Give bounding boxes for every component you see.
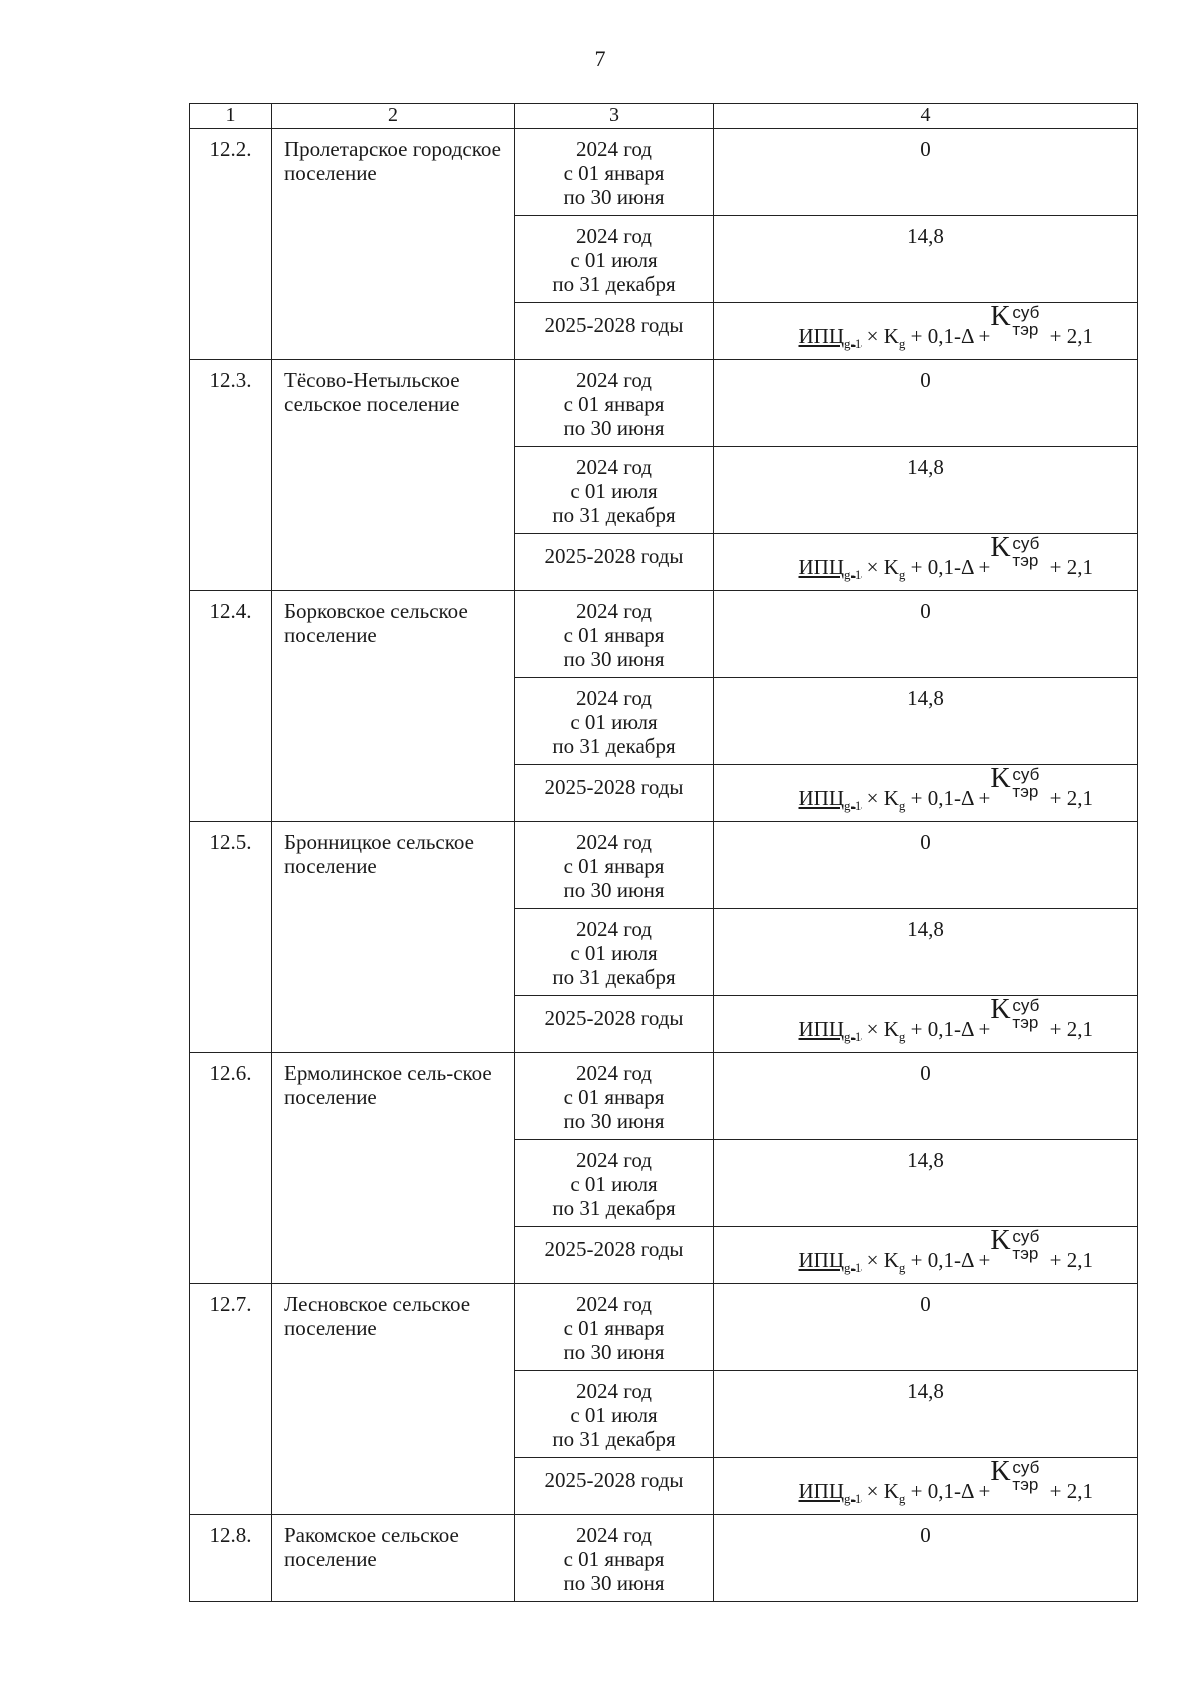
row-number: 12.4. — [190, 591, 272, 822]
tariff-formula: $ИПЦ_{g-1} \times K_g + 0,1-\Delta$ + K суб тэр + 2,1 — [798, 763, 1093, 813]
period-line: с 01 января — [563, 623, 665, 647]
value-cell: 0 — [714, 1284, 1138, 1371]
settlement-name: Пролетарское городское поселение — [272, 129, 515, 360]
period-line: 2024 год — [576, 1148, 652, 1172]
period-line: 2024 год — [576, 830, 652, 854]
settlement-name: Борковское сельское поселение — [272, 591, 515, 822]
period-line: по 31 декабря — [552, 1196, 676, 1220]
period-line: 2024 год — [576, 455, 652, 479]
value-cell: 14,8 — [714, 1140, 1138, 1227]
value-cell: 0 — [714, 1053, 1138, 1140]
formula-cell — [714, 303, 1138, 360]
row-number: 12.5. — [190, 822, 272, 1053]
period-line: по 31 декабря — [552, 503, 676, 527]
tariff-formula: $ИПЦ_{g-1} \times K_g + 0,1-\Delta$ + K суб тэр + 2,1 — [798, 1225, 1093, 1275]
period-line: по 30 июня — [563, 878, 665, 902]
period-line: с 01 июля — [570, 1172, 658, 1196]
tariff-table — [189, 103, 1138, 1602]
period-cell — [515, 822, 714, 909]
header-col-1: 1 — [190, 104, 272, 129]
row-number: 12.6. — [190, 1053, 272, 1284]
value-cell: 14,8 — [714, 678, 1138, 765]
page-number: 7 — [594, 46, 606, 71]
row-number: 12.2. — [190, 129, 272, 360]
value-cell: 0 — [714, 1515, 1138, 1602]
value-cell: 14,8 — [714, 909, 1138, 996]
tariff-formula: $ИПЦ_{g-1} \times K_g + 0,1-\Delta$ + K суб тэр + 2,1 — [798, 994, 1093, 1044]
period-line: по 30 июня — [563, 1109, 665, 1133]
tariff-formula: $ИПЦ_{g-1} \times K_g + 0,1-\Delta$ + K суб тэр + 2,1 — [798, 1456, 1093, 1506]
settlement-name: Лесновское сельское поселение — [272, 1284, 515, 1515]
period-cell — [515, 1053, 714, 1140]
formula-cell — [714, 534, 1138, 591]
period-cell — [515, 1284, 714, 1371]
period-cell — [515, 129, 714, 216]
period-line: по 31 декабря — [552, 734, 676, 758]
period-line: 2024 год — [576, 368, 652, 392]
period-cell — [515, 360, 714, 447]
period-line: по 30 июня — [563, 1340, 665, 1364]
table-row — [190, 822, 1138, 909]
header-col-3: 3 — [515, 104, 714, 129]
period-line: 2024 год — [576, 1523, 652, 1547]
period-line: по 30 июня — [563, 1571, 665, 1595]
period-cell — [515, 1140, 714, 1227]
row-number: 12.8. — [190, 1515, 272, 1602]
period-cell — [515, 447, 714, 534]
header-col-4: 4 — [714, 104, 1138, 129]
period-line: по 31 декабря — [552, 1427, 676, 1451]
period-line: по 30 июня — [563, 647, 665, 671]
period-line: с 01 июля — [570, 479, 658, 503]
period-cell — [515, 591, 714, 678]
period-line: с 01 января — [563, 161, 665, 185]
period-line: с 01 января — [563, 1085, 665, 1109]
period-line: с 01 января — [563, 1547, 665, 1571]
period-line: 2024 год — [576, 1061, 652, 1085]
value-cell: 14,8 — [714, 1371, 1138, 1458]
period-cell — [515, 678, 714, 765]
period-line: 2024 год — [576, 1379, 652, 1403]
header-col-2: 2 — [272, 104, 515, 129]
settlement-name: Ермолинское сель-ское поселение — [272, 1053, 515, 1284]
settlement-name: Ракомское сельское поселение — [272, 1515, 515, 1602]
period-cell: 2025-2028 годы — [515, 1227, 714, 1284]
period-line: с 01 января — [563, 854, 665, 878]
value-cell: 14,8 — [714, 447, 1138, 534]
period-line: по 30 июня — [563, 416, 665, 440]
period-cell — [515, 909, 714, 996]
period-line: с 01 июля — [570, 710, 658, 734]
row-number: 12.7. — [190, 1284, 272, 1515]
period-line: с 01 января — [563, 1316, 665, 1340]
value-cell: 0 — [714, 822, 1138, 909]
value-cell: 14,8 — [714, 216, 1138, 303]
period-line: 2024 год — [576, 1292, 652, 1316]
table-row — [190, 1515, 1138, 1602]
period-line: 2024 год — [576, 686, 652, 710]
period-cell: 2025-2028 годы — [515, 303, 714, 360]
table-row — [190, 1053, 1138, 1140]
row-number: 12.3. — [190, 360, 272, 591]
period-line: 2024 год — [576, 224, 652, 248]
formula-cell — [714, 1458, 1138, 1515]
period-cell — [515, 216, 714, 303]
period-cell: 2025-2028 годы — [515, 765, 714, 822]
formula-cell — [714, 1227, 1138, 1284]
table-row — [190, 591, 1138, 678]
period-line: с 01 июля — [570, 941, 658, 965]
settlement-name: Тёсово-Нетыльское сельское поселение — [272, 360, 515, 591]
formula-cell — [714, 996, 1138, 1053]
header-row — [190, 104, 1138, 129]
period-line: 2024 год — [576, 137, 652, 161]
value-cell: 0 — [714, 360, 1138, 447]
period-cell — [515, 1515, 714, 1602]
period-line: с 01 июля — [570, 248, 658, 272]
table-row — [190, 1284, 1138, 1371]
value-cell: 0 — [714, 591, 1138, 678]
value-cell: 0 — [714, 129, 1138, 216]
tariff-formula: $ИПЦ_{g-1} \times K_g + 0,1-\Delta$ + K суб тэр + 2,1 — [798, 301, 1093, 351]
period-line: по 31 декабря — [552, 272, 676, 296]
period-cell: 2025-2028 годы — [515, 1458, 714, 1515]
table-row — [190, 360, 1138, 447]
period-cell: 2025-2028 годы — [515, 534, 714, 591]
table-row — [190, 129, 1138, 216]
period-line: с 01 января — [563, 392, 665, 416]
formula-cell — [714, 765, 1138, 822]
tariff-formula: $ИПЦ_{g-1} \times K_g + 0,1-\Delta$ + K суб тэр + 2,1 — [798, 532, 1093, 582]
period-line: 2024 год — [576, 599, 652, 623]
settlement-name: Бронницкое сельское поселение — [272, 822, 515, 1053]
period-line: по 31 декабря — [552, 965, 676, 989]
period-line: 2024 год — [576, 917, 652, 941]
period-cell — [515, 1371, 714, 1458]
period-line: по 30 июня — [563, 185, 665, 209]
period-cell: 2025-2028 годы — [515, 996, 714, 1053]
period-line: с 01 июля — [570, 1403, 658, 1427]
